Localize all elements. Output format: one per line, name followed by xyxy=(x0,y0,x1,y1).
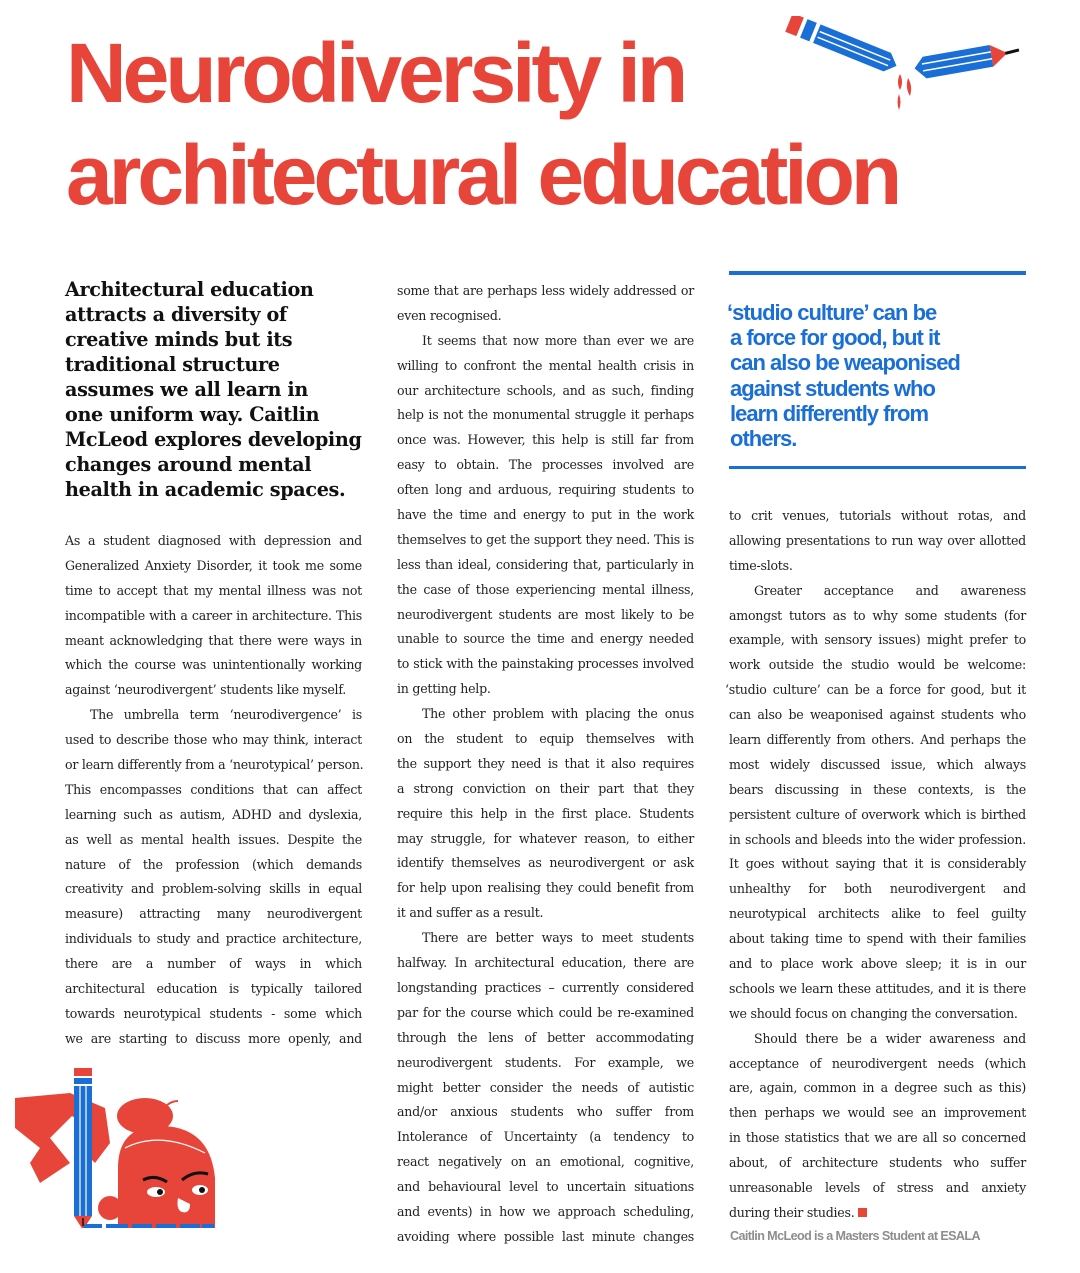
body-line: avoiding where possible last minute changes xyxy=(397,1228,694,1244)
body-line: our architecture schools, and as such, finding xyxy=(397,382,694,398)
body-line: for help upon realising they could benefit from xyxy=(397,880,694,896)
body-line: creativity and problem-solving skills in equal xyxy=(65,881,362,897)
body-line: schools we learn these attitudes, and it is there xyxy=(729,980,1026,996)
body-line: Greater acceptance and awareness xyxy=(754,582,1026,598)
body-line: amongst tutors as to why some students (for xyxy=(729,607,1026,623)
body-column-3 xyxy=(725,504,1026,1226)
body-line: on the student to equip themselves with xyxy=(397,731,694,747)
body-line: then perhaps we would see an improvement xyxy=(729,1105,1026,1121)
body-line: ‘studio culture’ can be a force for good, but it xyxy=(725,682,1026,698)
body-line: often long and arduous, requiring students to xyxy=(397,482,694,498)
body-line: individuals to study and practice architecture, xyxy=(65,931,362,947)
body-line: unreasonable levels of stress and anxiety xyxy=(729,1180,1026,1196)
standfirst-line: traditional structure xyxy=(65,353,280,376)
body-line: Generalized Anxiety Disorder, it took me some xyxy=(65,557,362,573)
body-line: neurodivergent students. For example, we xyxy=(397,1054,694,1070)
body-column-1 xyxy=(65,529,362,1052)
body-line-text: during their studies. xyxy=(729,1204,855,1220)
body-line: learning such as autism, ADHD and dyslexia, xyxy=(65,806,362,822)
body-line: may struggle, for whatever reason, to either xyxy=(397,830,694,846)
body-line: in getting help. xyxy=(397,681,491,697)
pullquote-bottom-rule xyxy=(729,466,1026,469)
body-line: neurotypical architects alike to feel guilty xyxy=(729,906,1026,922)
body-line: which the course was unintentionally working xyxy=(65,657,362,673)
body-line: persistent culture of overwork which is birthed xyxy=(729,806,1026,822)
body-line: help is not the monumental struggle it perhaps xyxy=(397,407,694,423)
standfirst xyxy=(65,277,365,502)
body-line: willing to confront the mental health crisis in xyxy=(397,357,694,373)
body-line: easy to obtain. The processes involved are xyxy=(397,457,694,473)
body-line: about, of architecture students who suffer xyxy=(729,1155,1026,1171)
body-line: the support they need is that it also requires xyxy=(397,755,694,771)
body-line: it and suffer as a result. xyxy=(397,905,544,921)
body-line: Should there be a wider awareness and xyxy=(754,1030,1026,1046)
body-line: example, with sensory issues) might prefer to xyxy=(729,632,1026,648)
body-line: in schools and bleeds into the wider profession. xyxy=(729,831,1026,847)
body-line: and events) in how we approach scheduling, xyxy=(397,1203,694,1219)
body-line: The other problem with placing the onus xyxy=(422,706,694,722)
body-line: nature of the profession (which demands xyxy=(65,856,362,872)
body-line: to stick with the painstaking processes involved xyxy=(397,656,694,672)
body-line-last xyxy=(729,1201,1026,1226)
body-line: about taking time to spend with their families xyxy=(729,931,1026,947)
standfirst-line: McLeod explores developing xyxy=(65,428,362,451)
standfirst-line: assumes we all learn in xyxy=(65,378,308,401)
body-line: towards neurotypical students - some which xyxy=(65,1005,362,1021)
body-line: work outside the studio would be welcome: xyxy=(729,657,1026,673)
body-line: are, again, common in a degree such as this) xyxy=(729,1080,1026,1096)
body-line: There are better ways to meet students xyxy=(422,930,694,946)
body-line: we should focus on changing the conversation. xyxy=(729,1005,1018,1021)
body-line: bears discussing in these contexts, is the xyxy=(729,781,1026,797)
pullquote-top-rule xyxy=(729,271,1026,275)
body-column-2 xyxy=(397,279,694,1250)
standfirst-line: Architectural education xyxy=(65,278,314,301)
body-line: time-slots. xyxy=(729,557,793,573)
body-line: can also be weaponised against students who xyxy=(729,707,1026,723)
body-line: react negatively on an emotional, cognitive, xyxy=(397,1154,694,1170)
body-line: Intolerance of Uncertainty (a tendency to xyxy=(397,1129,694,1145)
body-line: less than ideal, considering that, particularly in xyxy=(397,556,694,572)
body-line: learn differently from others. And perhaps the xyxy=(729,732,1026,748)
body-line: measure) attracting many neurodivergent xyxy=(65,906,362,922)
body-line: some that are perhaps less widely addressed or xyxy=(397,283,694,298)
body-line: we are starting to discuss more openly, and xyxy=(65,1030,362,1046)
title-line-1: Neurodiversity in xyxy=(66,26,685,120)
pullquote-line: can also be weaponised xyxy=(730,350,960,376)
student-with-pencil-illustration xyxy=(10,1068,215,1228)
body-line: time to accept that my mental illness was not xyxy=(65,582,362,598)
body-line: used to describe those who may think, interact xyxy=(65,732,362,748)
body-line: As a student diagnosed with depression and xyxy=(65,533,362,548)
pullquote-line: a force for good, but it xyxy=(730,325,940,351)
body-line: against ‘neurodivergent’ students like myself. xyxy=(65,682,347,698)
body-line: have the time and energy to put in the work xyxy=(397,507,694,523)
body-line: meant acknowledging that there were ways in xyxy=(65,632,362,648)
body-line: par for the course which could be re-examined xyxy=(397,1004,694,1020)
standfirst-line: attracts a diversity of xyxy=(65,303,287,326)
body-line: This encompasses conditions that can affect xyxy=(65,781,362,797)
body-line: and to place work above sleep; it is in our xyxy=(729,956,1026,972)
pullquote-line: against students who xyxy=(730,375,935,401)
end-of-article-square-icon xyxy=(858,1208,867,1217)
body-line: incompatible with a career in architecture. This xyxy=(65,607,362,623)
body-line: to crit venues, tutorials without rotas, and xyxy=(729,508,1026,523)
body-line: once was. However, this help is still far from xyxy=(397,432,694,448)
body-line: even recognised. xyxy=(397,307,502,323)
body-line: allowing presentations to run way over allotted xyxy=(729,532,1026,548)
body-line: the case of those experiencing mental illness, xyxy=(397,581,694,597)
body-line: longstanding practices – currently considered xyxy=(397,979,694,995)
article-title xyxy=(66,22,898,226)
standfirst-line: health in academic spaces. xyxy=(65,478,346,501)
pullquote-line: learn differently from xyxy=(730,400,929,426)
body-line: unable to source the time and energy needed xyxy=(397,631,694,647)
body-line: in those statistics that we are all so concerned xyxy=(729,1130,1026,1146)
body-line: acceptance of neurodivergent needs (which xyxy=(729,1055,1026,1071)
body-line: require this help in the first place. Students xyxy=(397,805,694,821)
broken-pencil-icon xyxy=(782,16,1022,111)
body-line: and/or anxious students who suffer from xyxy=(397,1104,694,1120)
body-line: a strong conviction on their part that they xyxy=(397,780,694,796)
body-line: unhealthy for both neurodivergent and xyxy=(729,881,1026,897)
body-line: architectural education is typically tailored xyxy=(65,981,362,997)
body-line: themselves to get the support they need. This is xyxy=(397,531,694,547)
body-line: It goes without saying that it is considerably xyxy=(729,856,1026,872)
title-line-2: architectural education xyxy=(66,128,899,222)
body-line: and behavioural level to uncertain situations xyxy=(397,1179,694,1195)
body-line: halfway. In architectural education, there are xyxy=(397,955,694,971)
body-line: as well as mental health issues. Despite the xyxy=(65,831,362,847)
body-line: might better consider the needs of autistic xyxy=(397,1079,694,1095)
body-line: most widely discussed issue, which always xyxy=(729,756,1026,772)
pullquote xyxy=(727,300,1027,451)
body-line: It seems that now more than ever we are xyxy=(422,332,694,348)
body-line: The umbrella term ‘neurodivergence’ is xyxy=(90,707,362,723)
standfirst-line: changes around mental xyxy=(65,453,312,476)
body-line: or learn differently from a ‘neurotypical’ person. xyxy=(65,757,364,773)
author-byline: Caitlin McLeod is a Masters Student at ESALA xyxy=(730,1229,981,1243)
standfirst-line: one uniform way. Caitlin xyxy=(65,403,320,426)
body-line: identify themselves as neurodivergent or ask xyxy=(397,855,694,871)
pullquote-line: others. xyxy=(730,426,797,452)
body-line: neurodivergent students are most likely to be xyxy=(397,606,694,622)
standfirst-line: creative minds but its xyxy=(65,328,293,351)
body-line: there are a number of ways in which xyxy=(65,956,362,972)
body-line: through the lens of better accommodating xyxy=(397,1029,694,1045)
pullquote-line: ‘studio culture’ can be xyxy=(727,300,937,325)
